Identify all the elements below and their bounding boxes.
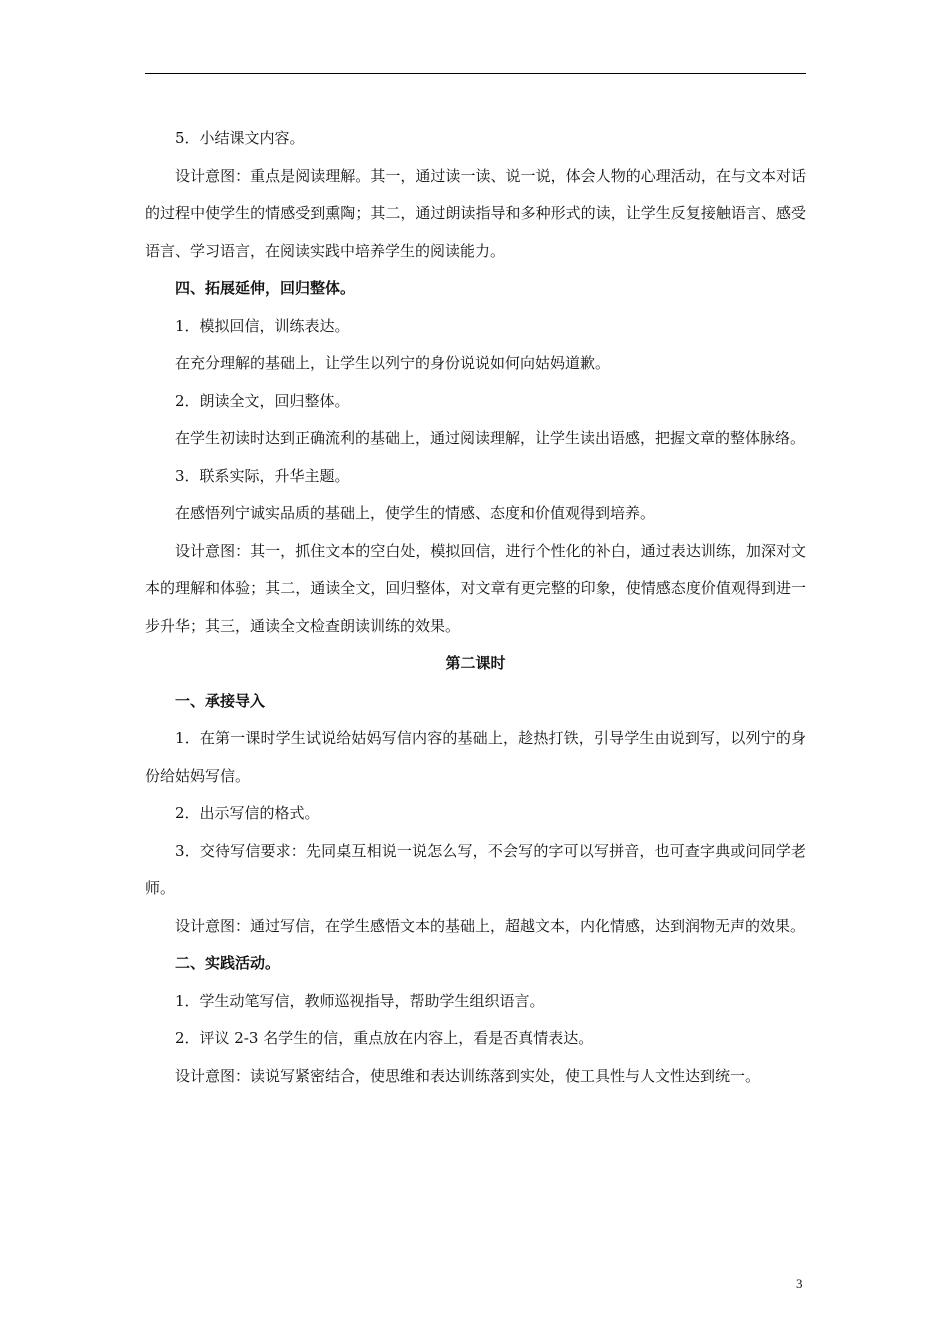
paragraph: 在感悟列宁诚实品质的基础上，使学生的情感、态度和价值观得到培养。 — [175, 504, 656, 522]
paragraph: 1．模拟回信，训练表达。 — [175, 316, 350, 335]
paragraph: 设计意图：重点是阅读理解。其一，通过读一读、说一说，体会人物的心理活动，在与文本对话的过程中使学生的情感受到熏陶；其二，通过朗读指导和多种形式的读，让学生反复接触语言、感受语言、学习语言，在阅读实践中培养学生的阅读能力。 — [145, 166, 806, 260]
paragraph: 在学生初读时达到正确流利的基础上，通过阅读理解，让学生读出语感，把握文章的整体脉络。 — [175, 429, 806, 447]
paragraph: 3．联系实际，升华主题。 — [175, 466, 350, 485]
document-body — [145, 120, 806, 1095]
paragraph: 3．交待写信要求：先同桌互相说一说怎么写，不会写的字可以写拼音，也可查字典或问同学老师。 — [145, 841, 806, 897]
paragraph: 2．评议 2-3 名学生的信，重点放在内容上，看是否真情表达。 — [175, 1029, 594, 1047]
header-rule — [145, 73, 806, 74]
paragraph: 5．小结课文内容。 — [175, 129, 305, 147]
lesson-title: 第二课时 — [445, 654, 506, 672]
paragraph: 2．朗读全文，回归整体。 — [175, 391, 350, 410]
page-number: 3 — [796, 1276, 803, 1291]
paragraph: 设计意图：读说写紧密结合，使思维和表达训练落到实处，使工具性与人文性达到统一。 — [175, 1066, 761, 1085]
paragraph: 设计意图：其一，抓住文本的空白处，模拟回信，进行个性化的补白，通过表达训练，加深对文本的理解和体验；其二，通读全文，回归整体，对文章有更完整的印象，使情感态度价值观得到进一步升华；其三，通读全文检查朗读训练的效果。 — [145, 541, 806, 635]
paragraph: 2．出示写信的格式。 — [175, 804, 320, 822]
paragraph: 在充分理解的基础上，让学生以列宁的身份说说如何向姑妈道歉。 — [175, 354, 611, 372]
paragraph: 1．在第一课时学生试说给姑妈写信内容的基础上，趁热打铁，引导学生由说到写，以列宁的身份给姑妈写信。 — [145, 729, 806, 785]
section-heading: 二、实践活动。 — [175, 954, 281, 972]
section-heading: 四、拓展延伸，回归整体。 — [175, 279, 356, 297]
paragraph: 设计意图：通过写信，在学生感悟文本的基础上，超越文本，内化情感，达到润物无声的效果。 — [175, 916, 806, 935]
section-heading: 一、承接导入 — [175, 691, 266, 710]
paragraph: 1．学生动笔写信，教师巡视指导，帮助学生组织语言。 — [175, 991, 545, 1010]
